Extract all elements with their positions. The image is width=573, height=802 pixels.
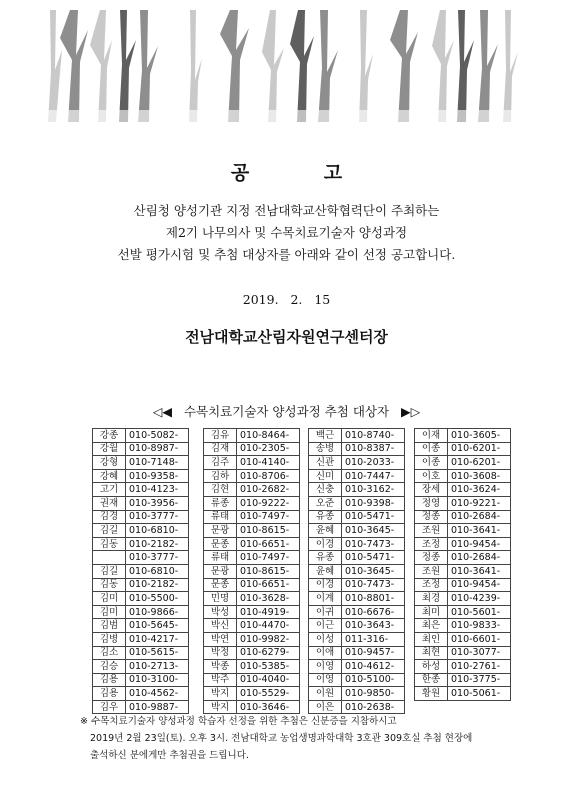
candidate-name: 유종	[309, 551, 342, 565]
table-row	[309, 442, 405, 456]
candidate-name: 김경	[93, 510, 126, 524]
candidate-name: 김미	[93, 605, 126, 619]
table-row	[93, 673, 189, 687]
table-row	[204, 646, 300, 660]
candidate-phone: 010-8387-	[342, 442, 405, 456]
note-line: 출석하신 분에게만 추첨권을 드립니다.	[90, 750, 249, 761]
table-row	[415, 496, 511, 510]
candidate-phone: 010-2033-	[342, 456, 405, 470]
candidate-name: 김용	[93, 673, 126, 687]
table-row	[309, 551, 405, 565]
candidate-phone: 010-3077-	[448, 646, 511, 660]
candidate-name: 이애	[309, 646, 342, 660]
table-row	[204, 578, 300, 592]
candidate-phone: 010-9222-	[237, 496, 300, 510]
table-row	[93, 551, 189, 565]
candidate-name: 오준	[309, 496, 342, 510]
candidate-name: 윤혜	[309, 564, 342, 578]
candidate-phone: 010-9358-	[126, 469, 189, 483]
table-row	[415, 687, 511, 701]
note-line: 2019년 2월 23일(토). 오후 3시. 전남대학교 농업생명과학대학 3호관 309호실 추첨 현장에	[90, 733, 473, 744]
candidate-name: 이성	[309, 632, 342, 646]
candidate-phone: 010-9457-	[342, 646, 405, 660]
candidate-name: 이경	[309, 578, 342, 592]
table-row	[93, 578, 189, 592]
candidate-phone: 010-3645-	[342, 564, 405, 578]
table-row	[93, 564, 189, 578]
candidate-name: 권재	[93, 496, 126, 510]
table-row	[309, 564, 405, 578]
candidate-name: 유종	[309, 510, 342, 524]
candidate-name: 김주	[204, 456, 237, 470]
candidate-phone: 010-2638-	[342, 700, 405, 714]
table-row	[309, 469, 405, 483]
candidate-name: 김소	[93, 646, 126, 660]
table-row	[415, 564, 511, 578]
table-row	[309, 483, 405, 497]
candidate-name: 김재	[204, 442, 237, 456]
candidate-name: 민명	[204, 592, 237, 606]
candidate-name: 정종	[415, 551, 448, 565]
candidate-phone: 010-2305-	[237, 442, 300, 456]
candidate-name	[93, 551, 126, 565]
candidate-phone: 010-3162-	[342, 483, 405, 497]
table-row	[309, 632, 405, 646]
table-row	[415, 578, 511, 592]
table-row	[93, 429, 189, 443]
candidate-name: 이영	[309, 660, 342, 674]
table-row	[204, 524, 300, 538]
table-row	[415, 429, 511, 443]
table-row	[204, 551, 300, 565]
candidate-name: 류종	[204, 496, 237, 510]
table-row	[415, 456, 511, 470]
candidate-name: 하성	[415, 660, 448, 674]
table-row	[204, 673, 300, 687]
candidate-phone: 010-6651-	[237, 578, 300, 592]
candidate-phone: 010-2684-	[448, 510, 511, 524]
candidate-name: 이종	[415, 442, 448, 456]
candidate-phone: 010-3641-	[448, 564, 511, 578]
table-row	[204, 592, 300, 606]
table-row	[309, 700, 405, 714]
candidate-name: 박지	[204, 700, 237, 714]
candidate-name: 정영	[415, 496, 448, 510]
table-row	[204, 632, 300, 646]
candidate-name: 신관	[309, 456, 342, 470]
candidate-column	[414, 428, 511, 701]
note-line: ※ 수목치료기술자 양성과정 학습자 선정을 위한 추첨은 신분증을 지참하시고	[80, 716, 397, 727]
candidate-name: 신미	[309, 469, 342, 483]
intro-line: 제2기 나무의사 및 수목치료기술자 양성과정	[165, 225, 408, 240]
candidate-phone: 010-5615-	[126, 646, 189, 660]
candidate-column	[308, 428, 405, 714]
candidate-phone: 010-3624-	[448, 483, 511, 497]
notice-title: 공 고	[230, 162, 377, 184]
table-row	[309, 660, 405, 674]
candidate-name: 박신	[204, 619, 237, 633]
table-row	[309, 673, 405, 687]
candidate-phone: 010-6201-	[448, 456, 511, 470]
candidate-name: 이계	[309, 592, 342, 606]
candidate-phone: 010-6810-	[126, 524, 189, 538]
candidate-name: 강혜	[93, 469, 126, 483]
candidate-phone: 010-3100-	[126, 673, 189, 687]
candidate-phone: 010-7473-	[342, 578, 405, 592]
candidate-phone: 010-3646-	[237, 700, 300, 714]
candidate-phone: 010-9221-	[448, 496, 511, 510]
candidate-name: 박지	[204, 687, 237, 701]
candidate-phone: 010-6676-	[342, 605, 405, 619]
candidate-phone: 010-2713-	[126, 660, 189, 674]
table-row	[93, 496, 189, 510]
candidate-name: 김동	[93, 578, 126, 592]
candidate-name: 장세	[415, 483, 448, 497]
candidate-name: 이원	[309, 687, 342, 701]
candidate-name: 김하	[204, 469, 237, 483]
table-row	[309, 524, 405, 538]
table-row	[309, 429, 405, 443]
table-row	[204, 605, 300, 619]
candidate-name: 김길	[93, 524, 126, 538]
candidate-name: 이재	[415, 429, 448, 443]
candidate-phone: 010-5100-	[342, 673, 405, 687]
table-row	[309, 687, 405, 701]
table-row	[93, 469, 189, 483]
table-row	[309, 496, 405, 510]
candidate-phone: 010-7447-	[342, 469, 405, 483]
table-row	[204, 456, 300, 470]
candidate-name: 이귀	[309, 605, 342, 619]
candidate-phone: 010-3777-	[126, 510, 189, 524]
candidate-phone: 010-2684-	[448, 551, 511, 565]
candidate-phone: 010-8464-	[237, 429, 300, 443]
intro-line: 선발 평가시험 및 추첨 대상자를 아래와 같이 선정 공고합니다.	[117, 247, 456, 262]
table-row	[309, 578, 405, 592]
candidate-phone: 010-3641-	[448, 524, 511, 538]
candidate-phone: 010-3777-	[126, 551, 189, 565]
candidate-name: 류태	[204, 510, 237, 524]
candidate-phone: 010-9454-	[448, 537, 511, 551]
candidate-phone: 010-6651-	[237, 537, 300, 551]
table-row	[93, 483, 189, 497]
candidate-phone: 010-8987-	[126, 442, 189, 456]
table-row	[415, 632, 511, 646]
candidate-phone: 010-7497-	[237, 510, 300, 524]
candidate-phone: 010-3605-	[448, 429, 511, 443]
candidate-phone: 010-9866-	[126, 605, 189, 619]
candidate-name: 강형	[93, 456, 126, 470]
candidate-name: 이근	[309, 619, 342, 633]
candidate-name: 이호	[415, 469, 448, 483]
notes-section	[80, 713, 540, 764]
candidate-phone: 010-8706-	[237, 469, 300, 483]
table-row	[309, 619, 405, 633]
candidate-name: 문종	[204, 537, 237, 551]
candidate-name: 정종	[415, 510, 448, 524]
table-row	[309, 537, 405, 551]
candidate-phone: 010-4217-	[126, 632, 189, 646]
candidate-name: 최경	[415, 592, 448, 606]
table-row	[415, 551, 511, 565]
candidate-phone: 010-5471-	[342, 510, 405, 524]
candidate-phone: 010-5645-	[126, 619, 189, 633]
candidate-phone: 010-3775-	[448, 673, 511, 687]
candidate-name: 박성	[204, 605, 237, 619]
issuing-organization: 전남대학교산림자원연구센터장	[185, 328, 388, 346]
list-title-text: 수목치료기술자 양성과정 추첨 대상자	[183, 404, 390, 419]
table-row	[204, 537, 300, 551]
table-row	[415, 442, 511, 456]
candidate-phone: 010-4919-	[237, 605, 300, 619]
candidate-phone: 010-2761-	[448, 660, 511, 674]
table-row	[93, 524, 189, 538]
candidate-phone: 010-7497-	[237, 551, 300, 565]
candidate-list	[0, 428, 573, 711]
candidate-phone: 010-8615-	[237, 524, 300, 538]
candidate-name: 강월	[93, 442, 126, 456]
candidate-name: 신충	[309, 483, 342, 497]
table-row	[204, 700, 300, 714]
candidate-phone: 010-9833-	[448, 619, 511, 633]
candidate-name: 김동	[93, 537, 126, 551]
candidate-name: 최미	[415, 605, 448, 619]
candidate-name: 조정	[415, 578, 448, 592]
candidate-name: 황원	[415, 687, 448, 701]
candidate-name: 문종	[204, 578, 237, 592]
table-row	[415, 524, 511, 538]
candidate-phone: 010-9887-	[126, 700, 189, 714]
candidate-phone: 010-5385-	[237, 660, 300, 674]
list-title-left-arrows: ◁◀	[152, 404, 172, 419]
candidate-phone: 010-4040-	[237, 673, 300, 687]
table-row	[309, 510, 405, 524]
candidate-name: 강종	[93, 429, 126, 443]
table-row	[204, 564, 300, 578]
candidate-phone: 010-4470-	[237, 619, 300, 633]
candidate-phone: 010-8801-	[342, 592, 405, 606]
candidate-phone: 010-9454-	[448, 578, 511, 592]
candidate-name: 박정	[204, 646, 237, 660]
table-row	[93, 605, 189, 619]
candidate-phone: 010-7473-	[342, 537, 405, 551]
candidate-phone: 010-6810-	[126, 564, 189, 578]
candidate-phone: 010-3643-	[342, 619, 405, 633]
list-title	[0, 402, 573, 420]
table-row	[309, 592, 405, 606]
candidate-name: 박주	[204, 673, 237, 687]
candidate-phone: 010-4612-	[342, 660, 405, 674]
candidate-phone: 010-4140-	[237, 456, 300, 470]
table-row	[204, 469, 300, 483]
candidate-phone: 010-4123-	[126, 483, 189, 497]
candidate-phone: 010-5082-	[126, 429, 189, 443]
candidate-name: 박연	[204, 632, 237, 646]
table-row	[415, 646, 511, 660]
table-row	[204, 687, 300, 701]
table-row	[415, 605, 511, 619]
table-row	[93, 660, 189, 674]
candidate-column	[203, 428, 300, 714]
candidate-name: 김미	[93, 592, 126, 606]
candidate-phone: 010-6279-	[237, 646, 300, 660]
table-row	[415, 660, 511, 674]
table-row	[93, 442, 189, 456]
candidate-phone: 010-2182-	[126, 578, 189, 592]
table-row	[204, 442, 300, 456]
table-row	[204, 619, 300, 633]
candidate-name: 문광	[204, 564, 237, 578]
candidate-name: 백근	[309, 429, 342, 443]
table-row	[309, 456, 405, 470]
candidate-name: 김승	[93, 660, 126, 674]
table-row	[415, 592, 511, 606]
candidate-name: 박종	[204, 660, 237, 674]
candidate-phone: 010-9850-	[342, 687, 405, 701]
candidate-phone: 010-5061-	[448, 687, 511, 701]
notice-date: 2019. 2. 15	[242, 292, 331, 307]
table-row	[415, 673, 511, 687]
candidate-phone: 010-6601-	[448, 632, 511, 646]
candidate-phone: 010-5529-	[237, 687, 300, 701]
candidate-phone: 010-2182-	[126, 537, 189, 551]
table-row	[415, 510, 511, 524]
candidate-name: 김범	[93, 619, 126, 633]
candidate-phone: 010-3608-	[448, 469, 511, 483]
table-row	[309, 605, 405, 619]
candidate-phone: 010-5601-	[448, 605, 511, 619]
table-row	[309, 646, 405, 660]
table-row	[204, 660, 300, 674]
candidate-name: 김병	[93, 632, 126, 646]
candidate-phone: 010-3628-	[237, 592, 300, 606]
table-row	[93, 687, 189, 701]
table-row	[204, 510, 300, 524]
candidate-name: 류태	[204, 551, 237, 565]
candidate-name: 이경	[309, 537, 342, 551]
candidate-name: 문광	[204, 524, 237, 538]
table-row	[93, 619, 189, 633]
candidate-phone: 010-8740-	[342, 429, 405, 443]
candidate-phone: 010-7148-	[126, 456, 189, 470]
candidate-name: 이영	[309, 673, 342, 687]
candidate-name: 김유	[204, 429, 237, 443]
list-title-right-arrows: ▶▷	[401, 404, 421, 419]
table-row	[415, 483, 511, 497]
candidate-name: 김용	[93, 687, 126, 701]
candidate-name: 최인	[415, 632, 448, 646]
table-row	[93, 456, 189, 470]
candidate-name: 이은	[309, 700, 342, 714]
forest-banner-illustration	[40, 10, 533, 122]
candidate-name: 조원	[415, 564, 448, 578]
candidate-phone: 010-9982-	[237, 632, 300, 646]
candidate-phone: 010-5471-	[342, 551, 405, 565]
table-row	[93, 632, 189, 646]
candidate-phone: 010-8615-	[237, 564, 300, 578]
table-row	[204, 429, 300, 443]
table-row	[93, 646, 189, 660]
candidate-phone: 010-5500-	[126, 592, 189, 606]
table-row	[93, 537, 189, 551]
candidate-name: 김길	[93, 564, 126, 578]
table-row	[204, 483, 300, 497]
table-row	[93, 700, 189, 714]
table-row	[93, 592, 189, 606]
table-row	[93, 510, 189, 524]
candidate-phone: 010-4239-	[448, 592, 511, 606]
candidate-column	[92, 428, 189, 714]
table-row	[415, 537, 511, 551]
candidate-name: 한종	[415, 673, 448, 687]
candidate-name: 고기	[93, 483, 126, 497]
candidate-name: 조정	[415, 537, 448, 551]
candidate-name: 송병	[309, 442, 342, 456]
candidate-phone: 010-9398-	[342, 496, 405, 510]
candidate-name: 김현	[204, 483, 237, 497]
table-row	[204, 496, 300, 510]
candidate-name: 최현	[415, 646, 448, 660]
candidate-phone: 010-3956-	[126, 496, 189, 510]
notice-intro	[0, 200, 573, 266]
candidate-name: 조원	[415, 524, 448, 538]
candidate-name: 김우	[93, 700, 126, 714]
table-row	[415, 469, 511, 483]
candidate-name: 최은	[415, 619, 448, 633]
candidate-phone: 010-2682-	[237, 483, 300, 497]
candidate-phone: 010-3645-	[342, 524, 405, 538]
intro-line: 산림청 양성기관 지정 전남대학교산학협력단이 주최하는	[133, 203, 440, 218]
candidate-phone: 011-316-	[342, 632, 405, 646]
candidate-name: 윤혜	[309, 524, 342, 538]
table-row	[415, 619, 511, 633]
candidate-name: 이종	[415, 456, 448, 470]
candidate-phone: 010-4562-	[126, 687, 189, 701]
candidate-phone: 010-6201-	[448, 442, 511, 456]
